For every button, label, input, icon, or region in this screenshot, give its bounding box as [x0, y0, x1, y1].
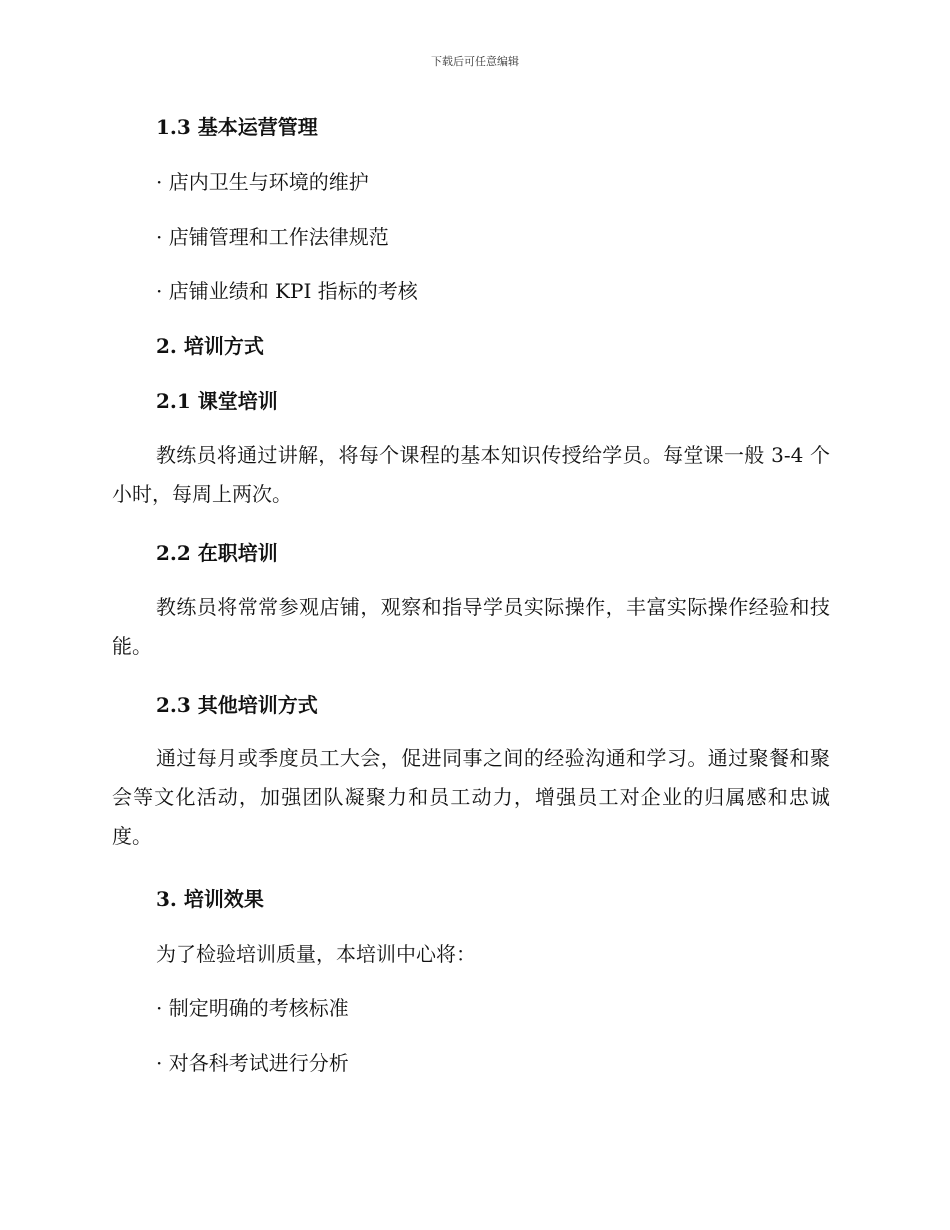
list-item: · 店铺管理和工作法律规范	[156, 225, 389, 249]
section-heading-3: 3. 培训效果	[156, 887, 264, 911]
section-heading-2-2: 2.2 在职培训	[156, 541, 278, 565]
paragraph-2-2: 教练员将常常参观店铺，观察和指导学员实际操作，丰富实际操作经验和技能。	[112, 595, 830, 658]
list-item: · 店铺业绩和 KPI 指标的考核	[156, 279, 418, 303]
section-heading-2-3: 2.3 其他培训方式	[156, 693, 318, 717]
list-item: · 制定明确的考核标准	[156, 996, 349, 1020]
paragraph-2-3: 通过每月或季度员工大会，促进同事之间的经验沟通和学习。通过聚餐和聚会等文化活动，加强团队凝聚力和员工动力，增强员工对企业的归属感和忠诚度。	[112, 746, 830, 848]
section-heading-2: 2. 培训方式	[156, 334, 264, 358]
list-item: · 对各科考试进行分析	[156, 1051, 349, 1075]
paragraph-3-intro: 为了检验培训质量，本培训中心将：	[156, 942, 476, 966]
list-item: · 店内卫生与环境的维护	[156, 170, 369, 194]
section-heading-2-1: 2.1 课堂培训	[156, 389, 278, 413]
section-heading-1-3: 1.3 基本运营管理	[156, 115, 318, 139]
page-header-note: 下载后可任意编辑	[431, 55, 519, 68]
paragraph-2-1: 教练员将通过讲解，将每个课程的基本知识传授给学员。每堂课一般 3-4 个小时，每周上两次。	[112, 443, 830, 506]
